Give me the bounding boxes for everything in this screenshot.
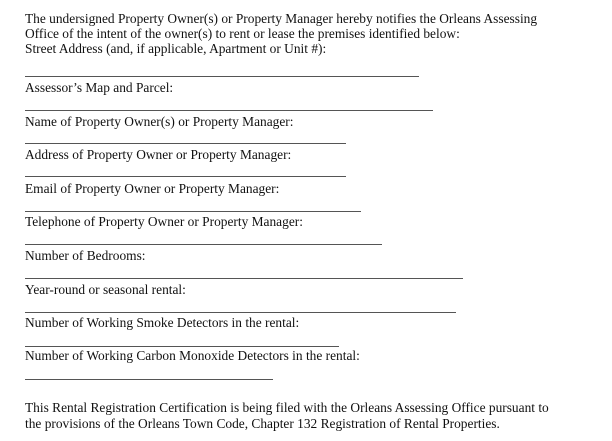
intro-text-line-2: Office of the intent of the owner(s) to rent or lease the premises identified below:	[25, 26, 460, 41]
rental-type-field[interactable]	[25, 312, 456, 313]
footer-text-line-2: the provisions of the Orleans Town Code, Chapter 132 Registration of Rental Properties.	[25, 416, 500, 431]
owner-name-label: Name of Property Owner(s) or Property Manager:	[25, 114, 294, 129]
rental-type-label: Year-round or seasonal rental:	[25, 282, 186, 297]
smoke-detectors-label: Number of Working Smoke Detectors in the rental:	[25, 315, 300, 330]
street-address-label: Street Address (and, if applicable, Apartment or Unit #):	[25, 41, 327, 56]
intro-text-line-1: The undersigned Property Owner(s) or Property Manager hereby notifies the Orleans Assessing	[25, 11, 538, 26]
map-parcel-field[interactable]	[25, 110, 433, 111]
owner-name-field[interactable]	[25, 143, 346, 144]
owner-email-label: Email of Property Owner or Property Manager:	[25, 181, 280, 196]
map-parcel-label: Assessor’s Map and Parcel:	[25, 80, 174, 95]
bedrooms-field[interactable]	[25, 278, 463, 279]
owner-telephone-label: Telephone of Property Owner or Property Manager:	[25, 214, 303, 229]
co-detectors-label: Number of Working Carbon Monoxide Detectors in the rental:	[25, 348, 360, 363]
owner-telephone-field[interactable]	[25, 244, 382, 245]
owner-address-field[interactable]	[25, 176, 346, 177]
footer-text-line-1: This Rental Registration Certification is being filed with the Orleans Assessing Office pursuant to	[25, 400, 549, 415]
owner-address-label: Address of Property Owner or Property Manager:	[25, 147, 292, 162]
bedrooms-label: Number of Bedrooms:	[25, 248, 146, 263]
owner-email-field[interactable]	[25, 211, 361, 212]
street-address-field[interactable]	[25, 76, 419, 77]
smoke-detectors-field[interactable]	[25, 346, 339, 347]
co-detectors-field[interactable]	[25, 379, 273, 380]
